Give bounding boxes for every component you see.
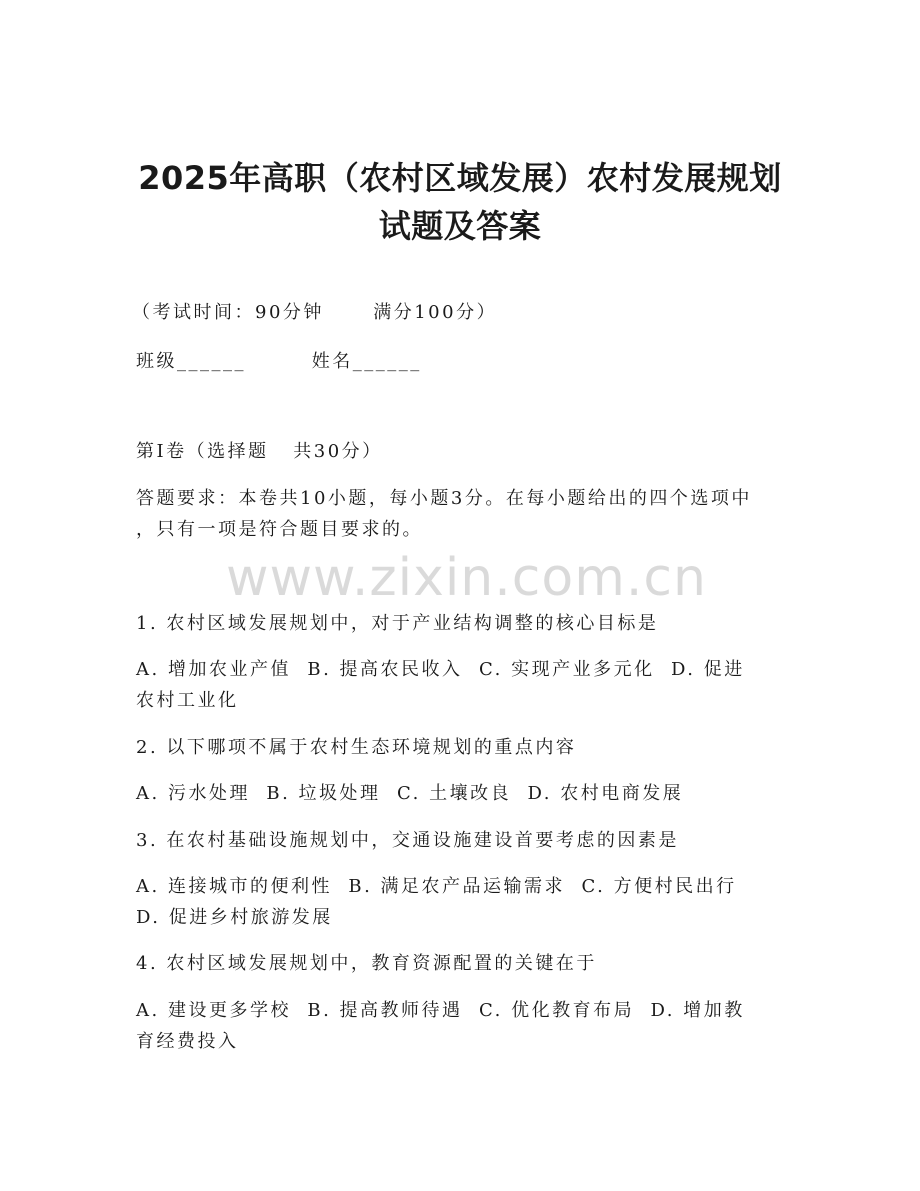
question-stem: 2. 以下哪项不属于农村生态环境规划的重点内容 xyxy=(136,737,577,758)
instructions-line2: ，只有一项是符合题目要求的。 xyxy=(136,519,423,540)
document-title-line1: 2025年高职（农村区域发展）农村发展规划 xyxy=(138,159,782,197)
section-title: 第I卷（选择题 共30分） xyxy=(136,441,383,462)
question-options-cont: D. 促进乡村旅游发展 xyxy=(136,907,333,928)
question-stem: 4. 农村区域发展规划中，教育资源配置的关键在于 xyxy=(136,953,597,974)
watermark: www.zixin.com.cn xyxy=(226,548,707,608)
instructions-line1: 答题要求：本卷共10小题，每小题3分。在每小题给出的四个选项中 xyxy=(136,488,752,509)
question-options: A. 建设更多学校 B. 提高教师待遇 C. 优化教育布局 D. 增加教 xyxy=(136,1000,745,1021)
exam-info: （考试时间：90分钟 满分100分） xyxy=(132,302,498,323)
question-options-cont: 育经费投入 xyxy=(136,1031,239,1052)
question-stem: 1. 农村区域发展规划中，对于产业结构调整的核心目标是 xyxy=(136,613,659,634)
question-options: A. 污水处理 B. 垃圾处理 C. 土壤改良 D. 农村电商发展 xyxy=(136,783,684,804)
question-stem: 3. 在农村基础设施规划中，交通设施建设首要考虑的因素是 xyxy=(136,830,679,851)
question-options: A. 连接城市的便利性 B. 满足农产品运输需求 C. 方便村民出行 xyxy=(136,876,737,897)
document-title-line2: 试题及答案 xyxy=(378,207,542,245)
question-options: A. 增加农业产值 B. 提高农民收入 C. 实现产业多元化 D. 促进 xyxy=(136,659,745,680)
question-options-cont: 农村工业化 xyxy=(136,690,239,711)
class-name-fields: 班级______ 姓名______ xyxy=(136,351,422,372)
